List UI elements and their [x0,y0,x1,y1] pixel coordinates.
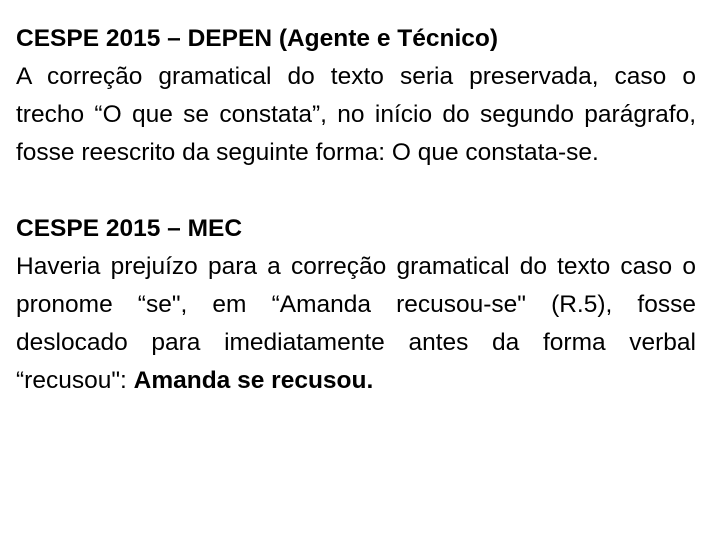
slide-content [16,20,696,400]
question-statement-emphasis: Amanda se recusou. [133,367,374,394]
question-block-depen [16,20,696,172]
question-title: CESPE 2015 – MEC [16,215,243,242]
question-block-mec [16,210,696,400]
question-statement: A correção gramatical do texto seria preservada, caso o trecho “O que se constata”, no início do segundo parágrafo, fosse reescrito da seguinte forma: O que constata-se. [16,63,696,166]
question-title: CESPE 2015 – DEPEN (Agente e Técnico) [16,25,498,52]
question-statement: Haveria prejuízo para a correção gramatical do texto caso o pronome “se", em “Amanda recusou-se" (R.5), fosse deslocado para imediatamente antes da forma verbal “recusou": [16,253,696,394]
question-statement-wrapper [16,248,696,400]
